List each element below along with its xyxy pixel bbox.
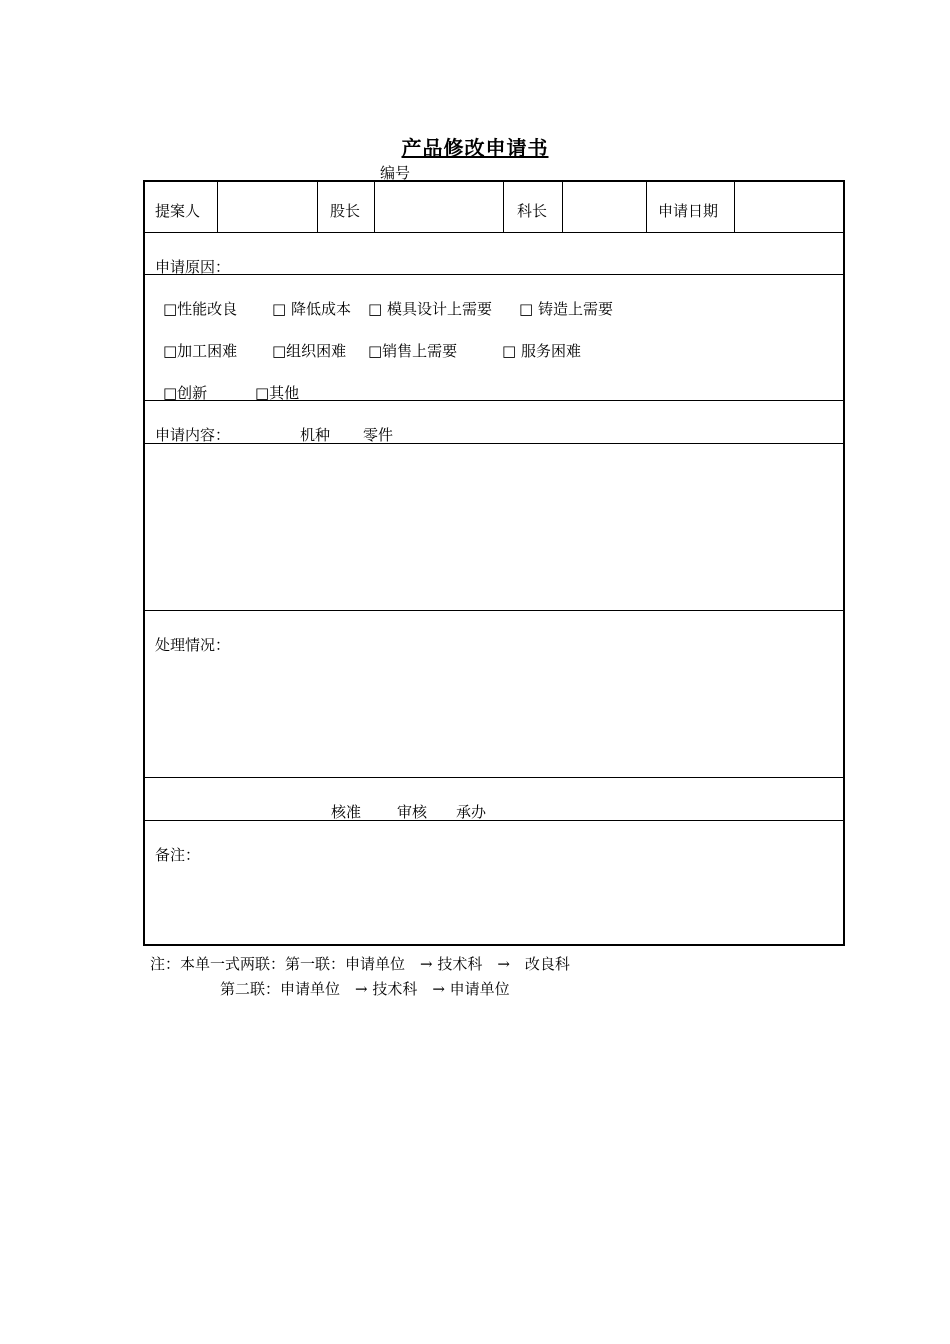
department-chief-field[interactable] xyxy=(563,182,646,232)
footer-note-line2: 第二联：申请单位 → 技术科 → 申请单位 xyxy=(220,980,510,998)
proposer-label: 提案人 xyxy=(155,202,201,220)
part-label: 零件 xyxy=(363,426,394,444)
reason-option-service[interactable]: □ 服务困难 xyxy=(502,342,581,360)
divider xyxy=(503,182,504,232)
apply-date-field[interactable] xyxy=(735,182,843,232)
reason-option-casting[interactable]: □ 铸造上需要 xyxy=(519,300,613,318)
footer-note-line1: 注：本单一式两联：第一联：申请单位 → 技术科 → 改良科 xyxy=(150,955,570,973)
divider xyxy=(145,610,843,611)
remarks-label: 备注： xyxy=(155,846,201,864)
reason-option-sales[interactable]: □销售上需要 xyxy=(368,342,458,360)
reason-label: 申请原因： xyxy=(155,258,231,276)
department-chief-label: 科长 xyxy=(517,202,548,220)
remarks-area[interactable] xyxy=(145,868,843,944)
reason-option-processing[interactable]: □加工困难 xyxy=(163,342,238,360)
reason-option-performance[interactable]: □性能改良 xyxy=(163,300,238,318)
section-chief-label: 股长 xyxy=(330,202,361,220)
form-title: 产品修改申请书 xyxy=(401,136,549,160)
divider xyxy=(145,232,843,233)
divider xyxy=(646,182,647,232)
handling-area[interactable] xyxy=(145,658,843,777)
application-form xyxy=(143,180,845,946)
section-chief-field[interactable] xyxy=(375,182,503,232)
divider xyxy=(145,400,843,401)
handle-label: 承办 xyxy=(456,803,487,821)
divider xyxy=(145,274,843,275)
handling-label: 处理情况： xyxy=(155,636,231,654)
divider xyxy=(145,777,843,778)
proposer-field[interactable] xyxy=(218,182,317,232)
reason-option-cost-reduction[interactable]: □ 降低成本 xyxy=(272,300,351,318)
content-label: 申请内容： xyxy=(155,426,231,444)
content-area[interactable] xyxy=(145,444,843,610)
review-label: 审核 xyxy=(397,803,428,821)
approve-label: 核准 xyxy=(331,803,362,821)
divider xyxy=(145,820,843,821)
apply-date-label: 申请日期 xyxy=(658,202,719,220)
serial-number-label: 编号 xyxy=(380,164,411,182)
reason-option-mold-design[interactable]: □ 模具设计上需要 xyxy=(368,300,492,318)
reason-option-innovation[interactable]: □创新 xyxy=(163,384,208,402)
machine-model-label: 机种 xyxy=(300,426,331,444)
reason-option-organization[interactable]: □组织困难 xyxy=(272,342,347,360)
reason-option-other[interactable]: □其他 xyxy=(255,384,300,402)
divider xyxy=(317,182,318,232)
